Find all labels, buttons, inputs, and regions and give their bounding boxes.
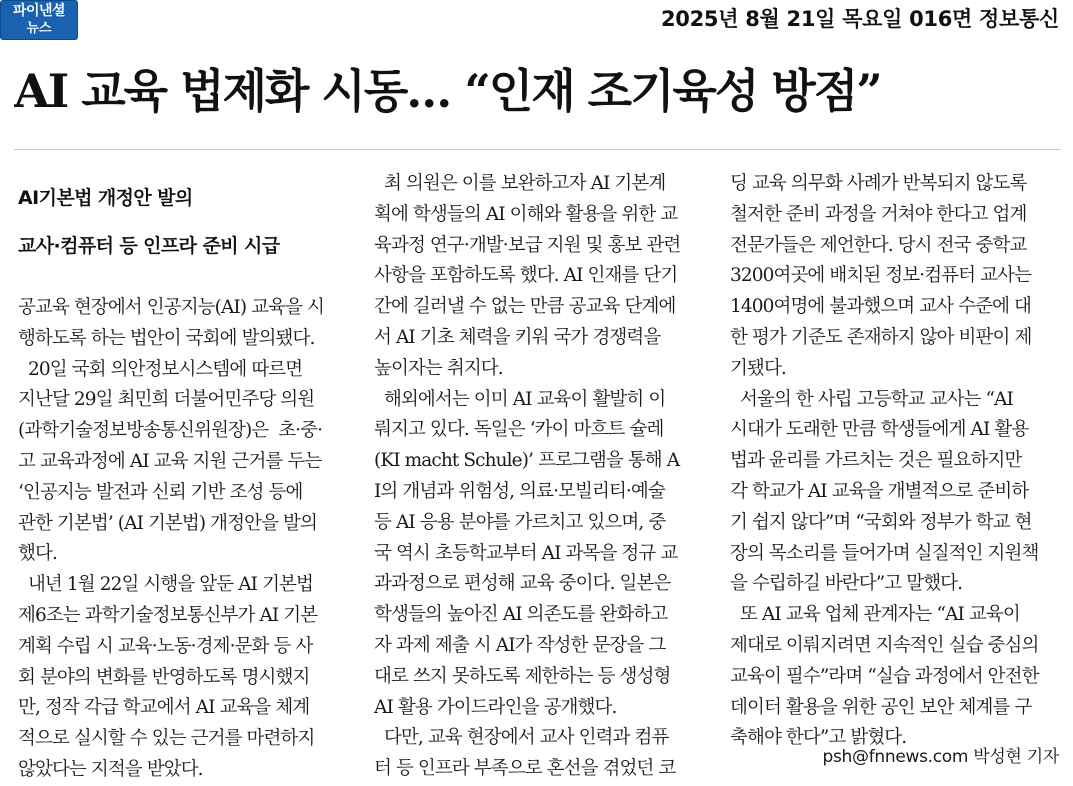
text-line: 회 분야의 변화를 반영하도록 명시했지 <box>18 666 310 688</box>
text-line: 최 의원은 이를 보완하고자 AI 기본계 <box>374 173 666 194</box>
text-line: 시대가 도래한 만큼 학생들에게 AI 활용 <box>730 419 1029 441</box>
text-line: 축해야 한다”고 밝혔다. <box>730 727 907 749</box>
subheadline-1: AI기본법 개정안 발의 <box>18 187 193 209</box>
article-column-2 <box>374 169 714 785</box>
text-line: 과과정으로 편성해 교육 중이다. 일본은 <box>374 573 671 595</box>
logo-text-top: 파이낸셜 <box>12 3 66 19</box>
text-line: 만, 정작 각급 학교에서 AI 교육을 체계 <box>18 697 310 719</box>
headline: AI 교육 법제화 시동… “인재 조기육성 방점” <box>14 64 881 118</box>
text-line: 3200여곳에 배치된 정보·컴퓨터 교사는 <box>730 265 1031 287</box>
text-line: 학생들의 높아진 AI 의존도를 완화하고 <box>374 604 668 626</box>
text-line: 했다. <box>18 543 57 565</box>
text-line: 서울의 한 사립 고등학교 교사는 “AI <box>730 388 1013 410</box>
text-line: 교육이 필수”라며 “실습 과정에서 안전한 <box>730 665 1039 687</box>
text-line: 자 과제 제출 시 AI가 작성한 문장을 그 <box>374 634 666 656</box>
text-line: 제대로 이뤄지려면 지속적인 실습 중심의 <box>730 634 1039 656</box>
text-line: 해외에서는 이미 AI 교육이 활발히 이 <box>374 388 666 410</box>
text-line: 한 평가 기준도 존재하지 않아 비판이 제 <box>730 326 1032 348</box>
text-line: 각 학교가 AI 교육을 개별적으로 준비하 <box>730 480 1029 502</box>
text-line: 또 AI 교육 업체 관계자는 “AI 교육이 <box>730 604 1020 626</box>
text-line: (과학기술정보방송통신위원장)은 초·중· <box>18 420 323 442</box>
text-line: 공교육 현장에서 인공지능(AI) 교육을 시 <box>18 297 324 318</box>
text-line: 지난달 29일 최민희 더불어민주당 의원 <box>18 389 315 411</box>
text-line: 제6조는 과학기술정보통신부가 AI 기본 <box>18 604 318 626</box>
text-line: 서 AI 기초 체력을 키워 국가 경쟁력을 <box>374 326 661 348</box>
logo-text-bottom: 뉴스 <box>26 21 52 36</box>
byline: psh@fnnews.com 박성현 기자 <box>822 747 1059 767</box>
text-line: 고 교육과정에 AI 교육 지원 근거를 두는 <box>18 450 322 472</box>
text-line: 관한 기본법’ (AI 기본법) 개정안을 발의 <box>18 512 317 534</box>
text-line: 장의 목소리를 들어가며 실질적인 지원책 <box>730 542 1039 564</box>
text-line: 기됐다. <box>730 357 786 379</box>
text-line: 획에 학생들의 AI 이해와 활용을 위한 교 <box>374 203 678 225</box>
text-line: 적으로 실시할 수 있는 근거를 마련하지 <box>18 728 315 750</box>
text-line: 계획 수립 시 교육·노동·경제·문화 등 사 <box>18 635 313 657</box>
text-line: 내년 1월 22일 시행을 앞둔 AI 기본법 <box>18 574 313 596</box>
text-line: 법과 윤리를 가르치는 것은 필요하지만 <box>730 450 1022 472</box>
text-line: 철저한 준비 과정을 거쳐야 한다고 업계 <box>730 203 1027 225</box>
text-line: 20일 국회 의안정보시스템에 따르면 <box>18 358 303 380</box>
text-line: 육과정 연구·개발·보급 지원 및 홍보 관련 <box>374 234 681 256</box>
newspaper-logo <box>0 0 78 40</box>
text-line: 다만, 교육 현장에서 교사 인력과 컴퓨 <box>374 727 669 749</box>
article-column-1 <box>18 293 356 786</box>
text-line: 높이자는 취지다. <box>374 357 503 379</box>
text-line: ‘인공지능 발전과 신뢰 기반 조성 등에 <box>18 481 303 503</box>
text-line: 사항을 포함하도록 했다. AI 인재를 단기 <box>374 265 678 287</box>
text-line: 데이터 활용을 위한 공인 보안 체계를 구 <box>730 696 1032 718</box>
dateline: 2025년 8월 21일 목요일 016면 정보통신 <box>660 7 1059 31</box>
article-column-3 <box>730 169 1060 754</box>
text-line: 간에 길러낼 수 없는 만큼 공교육 단계에 <box>374 296 676 318</box>
headline-divider <box>14 149 1061 150</box>
text-line: 국 역시 초등학교부터 AI 과목을 정규 교 <box>374 542 678 564</box>
text-line: 터 등 인프라 부족으로 혼선을 겪었던 코 <box>374 758 676 780</box>
text-line: 전문가들은 제언한다. 당시 전국 중학교 <box>730 234 1027 256</box>
text-line: 을 수립하길 바란다”고 말했다. <box>730 573 963 595</box>
text-line: AI 활용 가이드라인을 공개했다. <box>374 696 617 718</box>
text-line: 기 쉽지 않다”며 “국회와 정부가 학교 현 <box>730 511 1032 533</box>
subheadline-2: 교사·컴퓨터 등 인프라 준비 시급 <box>18 235 280 257</box>
text-line: 1400여명에 불과했으며 교사 수준에 대 <box>730 296 1031 318</box>
text-line: 뤄지고 있다. 독일은 ‘카이 마흐트 슐레 <box>374 419 664 441</box>
text-line: (KI macht Schule)’ 프로그램을 통해 A <box>374 450 680 472</box>
text-line: 등 AI 응용 분야를 가르치고 있으며, 중 <box>374 511 666 533</box>
text-line: 않았다는 지적을 받았다. <box>18 758 203 780</box>
text-line: 대로 쓰지 못하도록 제한하는 등 생성형 <box>374 665 671 687</box>
text-line: 행하도록 하는 법안이 국회에 발의됐다. <box>18 327 315 349</box>
text-line: 딩 교육 의무화 사례가 반복되지 않도록 <box>730 173 1027 194</box>
text-line: I의 개념과 위험성, 의료·모빌리티·예술 <box>374 480 665 502</box>
